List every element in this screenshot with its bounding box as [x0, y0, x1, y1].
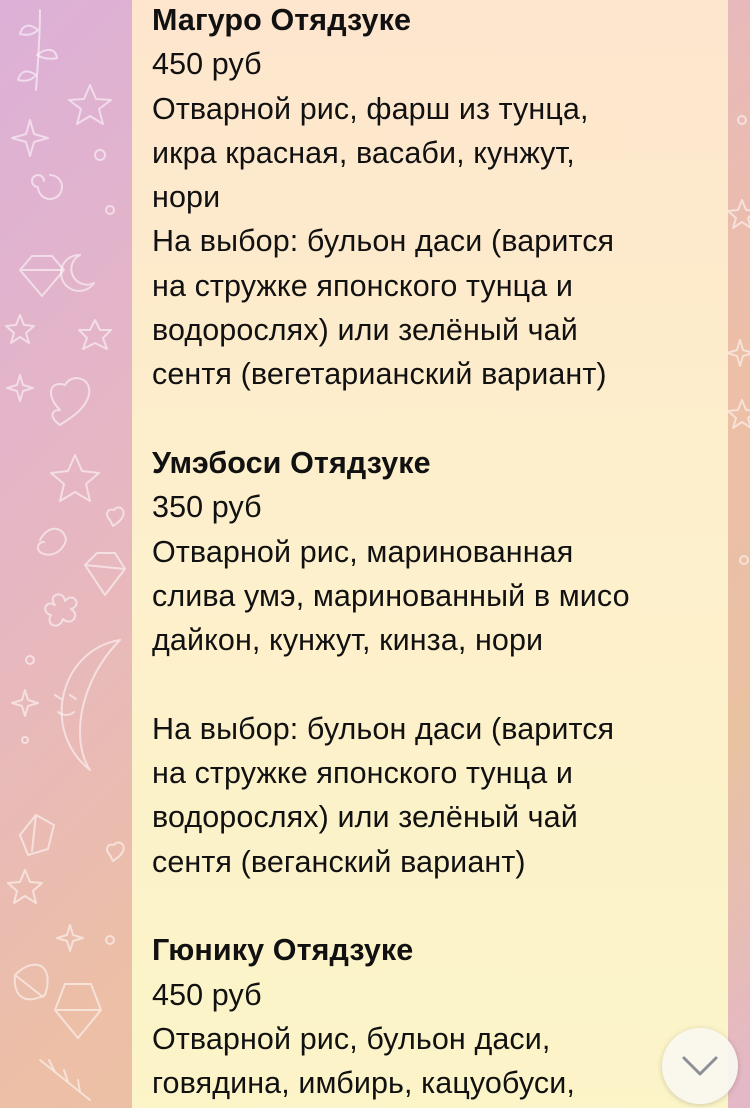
sparkle-doodle-icon: [57, 925, 83, 951]
menu-item-price: 350 руб: [152, 490, 262, 525]
branch-doodle-icon: [40, 1060, 90, 1100]
crystal-doodle-icon: [20, 815, 54, 855]
menu-item-option: водорослях) или зелёный чай: [152, 313, 578, 348]
star-doodle-icon: [728, 400, 750, 428]
menu-item-title: Магуро Отядзуке: [152, 3, 412, 37]
menu-item-option: водорослях) или зелёный чай: [152, 800, 578, 835]
star-doodle-icon: [69, 85, 111, 124]
menu-item-option: на стружке японского тунца и: [152, 268, 574, 303]
heart-doodle-icon: [107, 843, 124, 861]
moon-doodle-icon: [61, 255, 94, 291]
menu-item-title: Умэбоси Отядзуке: [152, 445, 431, 480]
menu-item-option: сентя (веганский вариант): [152, 844, 526, 879]
menu-item-title: Гюнику Отядзуке: [152, 933, 414, 968]
dot-doodle: [106, 206, 114, 214]
star-doodle-icon: [6, 315, 34, 343]
menu-item-description: говядина, имбирь, кацуобуси,: [152, 1066, 575, 1101]
menu-item-description: Отварной рис, бульон даси,: [152, 1021, 551, 1056]
menu-item-description: икра красная, васаби, кунжут,: [152, 135, 575, 170]
flower-doodle-icon: [79, 320, 111, 349]
dot-doodle: [740, 556, 748, 564]
star-doodle-icon: [8, 870, 42, 903]
star-doodle-icon: [728, 200, 750, 228]
leaf-doodle-icon: [15, 965, 48, 1000]
sparkle-doodle-icon: [727, 340, 750, 366]
plant-doodle-icon: [18, 10, 57, 90]
menu-item-description: дайкон, кунжут, кинза, нори: [152, 623, 544, 658]
menu-item-option: На выбор: бульон даси (варится: [152, 711, 615, 746]
dot-doodle: [95, 150, 105, 160]
swirl-doodle-icon: [32, 175, 62, 199]
menu-item-description: слива умэ, маринованный в мисо: [152, 578, 630, 613]
star-doodle-icon: [51, 455, 99, 501]
dot-doodle: [22, 737, 28, 743]
dot-doodle: [26, 656, 34, 664]
menu-item-description: нори: [152, 180, 221, 215]
shell-doodle-icon: [38, 529, 66, 555]
face-doodle: [55, 695, 76, 715]
heart-doodle-icon: [107, 508, 124, 526]
crescent-doodle-icon: [62, 640, 120, 770]
menu-item-option: На выбор: бульон даси (варится: [152, 224, 615, 259]
flower-doodle-icon: [45, 594, 76, 625]
scroll-down-button[interactable]: [662, 1028, 738, 1104]
sparkle-doodle-icon: [12, 120, 48, 156]
message-bubble[interactable]: [132, 0, 728, 1108]
paragraph-gap: [152, 884, 712, 928]
gem-doodle-icon: [85, 553, 125, 595]
menu-item-description: Отварной рис, фарш из тунца,: [152, 91, 589, 126]
dot-doodle: [106, 936, 114, 944]
paragraph-gap: [152, 397, 712, 441]
chevron-down-icon: [680, 1054, 720, 1078]
gem-doodle-icon: [20, 256, 64, 296]
dot-doodle: [738, 116, 746, 124]
message-text: [152, 0, 712, 1105]
sparkle-doodle-icon: [12, 690, 38, 716]
menu-item-price: 450 руб: [152, 47, 262, 82]
menu-item-option: сентя (вегетарианский вариант): [152, 357, 607, 392]
paragraph-gap: [152, 662, 712, 706]
menu-item-description: Отварной рис, маринованная: [152, 534, 574, 569]
gem-doodle-icon: [55, 984, 101, 1038]
menu-item-option: на стружке японского тунца и: [152, 756, 574, 791]
heart-doodle-icon: [51, 378, 89, 425]
sparkle-doodle-icon: [7, 375, 33, 401]
menu-item-price: 450 руб: [152, 977, 262, 1012]
